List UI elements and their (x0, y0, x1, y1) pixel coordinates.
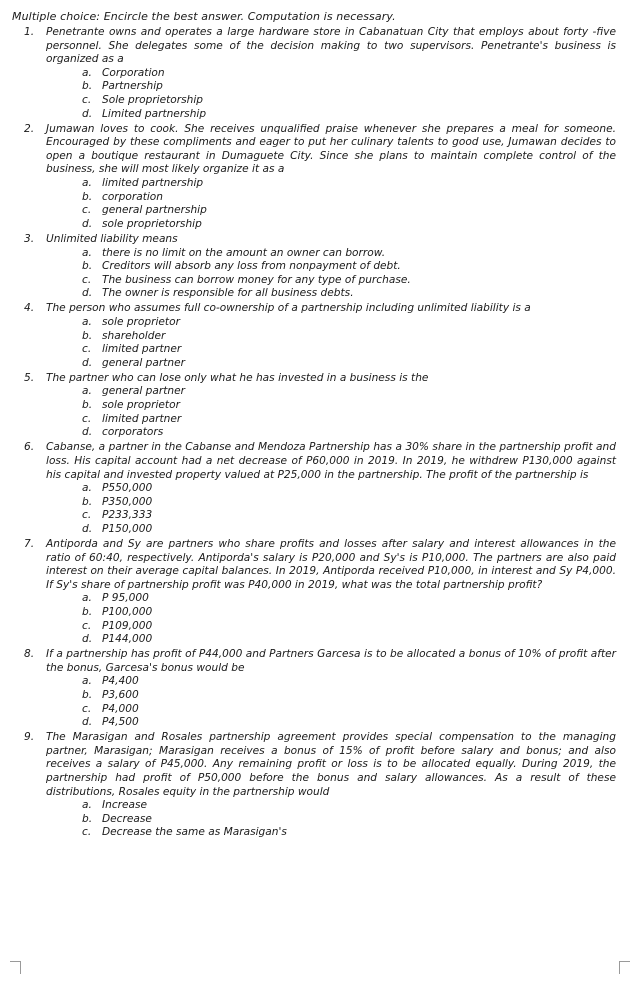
answer-options (46, 675, 616, 729)
option-letter: a. (82, 66, 92, 79)
option-letter: b. (82, 689, 93, 701)
question-stem: The person who assumes full co-ownership of a partnership including unlimited liability is a (46, 302, 531, 315)
answer-option[interactable] (46, 330, 616, 344)
answer-option[interactable] (46, 716, 616, 730)
option-letter: a. (82, 675, 92, 688)
option-letter: d. (82, 633, 93, 646)
option-letter: c. (82, 509, 92, 522)
option-letter: c. (82, 412, 92, 425)
question-item (20, 372, 616, 440)
option-text: P233,333 (102, 509, 153, 522)
question-list (20, 26, 616, 842)
question-number: 9. (24, 731, 35, 744)
option-letter: d. (82, 716, 93, 729)
answer-option[interactable] (46, 260, 616, 274)
option-text: Partnership (102, 80, 163, 93)
question-item (20, 648, 616, 730)
option-text: The business can borrow money for any type of purchase. (102, 273, 411, 286)
answer-option[interactable] (46, 703, 616, 717)
question-stem: The Marasigan and Rosales partnership agreement provides special compensation to the managing partner, Marasigan; Marasigan receives a bonus of 15% of profit before salary and bonus; and also receives a salary of P45,000. Any remaining profit or loss is to be allocated equally. During 2019, the partnership had profit of P50,000 before the bonus and salary allowances. As a result of these distributions, Rosales equity in the partnership would (46, 731, 616, 798)
question-item (20, 26, 616, 121)
answer-options (46, 247, 616, 301)
option-text: general partner (102, 385, 185, 398)
answer-options (46, 592, 616, 646)
option-letter: c. (82, 826, 92, 839)
option-text: The owner is responsible for all business debts. (102, 287, 354, 300)
option-letter: b. (82, 495, 93, 508)
option-letter: c. (82, 619, 92, 632)
option-letter: a. (82, 799, 92, 812)
answer-option[interactable] (46, 191, 616, 205)
answer-option[interactable] (46, 413, 616, 427)
answer-option[interactable] (46, 94, 616, 108)
page-corner-mark-right (619, 961, 630, 974)
option-text: P550,000 (102, 482, 153, 495)
option-text: there is no limit on the amount an owner can borrow. (102, 246, 386, 259)
option-letter: c. (82, 204, 92, 217)
option-text: Decrease (102, 812, 152, 825)
question-stem: Unlimited liability means (46, 232, 178, 245)
option-letter: a. (82, 315, 92, 328)
question-number: 2. (24, 122, 35, 135)
option-letter: b. (82, 260, 93, 273)
option-text: P4,400 (102, 675, 139, 688)
question-item (20, 233, 616, 301)
answer-option[interactable] (46, 316, 616, 330)
answer-option[interactable] (46, 813, 616, 827)
answer-option[interactable] (46, 606, 616, 620)
option-letter: a. (82, 177, 92, 190)
option-text: P4,500 (102, 716, 139, 729)
option-text: shareholder (102, 329, 166, 342)
option-text: Increase (102, 799, 148, 812)
question-stem: The partner who can lose only what he has invested in a business is the (46, 371, 429, 384)
option-letter: d. (82, 217, 93, 230)
answer-option[interactable] (46, 287, 616, 301)
question-number: 6. (24, 441, 35, 454)
answer-option[interactable] (46, 399, 616, 413)
question-number: 1. (24, 26, 35, 38)
answer-option[interactable] (46, 108, 616, 122)
answer-option[interactable] (46, 620, 616, 634)
answer-option[interactable] (46, 826, 616, 840)
option-text: corporators (102, 426, 164, 439)
option-letter: c. (82, 702, 92, 715)
option-text: corporation (102, 190, 164, 203)
question-number: 8. (24, 648, 35, 661)
option-letter: d. (82, 356, 93, 369)
answer-option[interactable] (46, 523, 616, 537)
option-letter: c. (82, 93, 92, 106)
option-text: limited partner (102, 343, 182, 356)
answer-options (46, 799, 616, 840)
option-letter: b. (82, 80, 93, 93)
option-text: P 95,000 (102, 592, 149, 605)
question-stem: If a partnership has profit of P44,000 and Partners Garcesa is to be allocated a bonus of 10% of profit after the bonus, Garcesa's bonus would be (46, 648, 616, 674)
option-text: general partnership (102, 204, 207, 217)
option-letter: a. (82, 482, 92, 495)
answer-option[interactable] (46, 509, 616, 523)
answer-option[interactable] (46, 204, 616, 218)
option-text: P109,000 (102, 619, 153, 632)
option-text: Corporation (102, 66, 165, 79)
option-text: P350,000 (102, 495, 153, 508)
answer-option[interactable] (46, 274, 616, 288)
option-letter: d. (82, 107, 93, 120)
answer-option[interactable] (46, 385, 616, 399)
option-letter: b. (82, 605, 93, 618)
answer-option[interactable] (46, 343, 616, 357)
answer-options (46, 177, 616, 231)
answer-options (46, 482, 616, 536)
page-corner-mark-left (10, 961, 21, 974)
option-letter: d. (82, 522, 93, 535)
question-stem: Antiporda and Sy are partners who share profits and losses after salary and interest allowances in the ratio of 60:40, respectively. Antiporda's salary is P20,000 and Sy's is P10,000. The partners are also paid interest on their average capital balances. In 2019, Antiporda received P10,000, in interest and Sy P4,000. If Sy's share of partnership profit was P40,000 in 2019, what was the total partnership profit? (46, 537, 616, 591)
answer-option[interactable] (46, 426, 616, 440)
answer-option[interactable] (46, 592, 616, 606)
answer-option[interactable] (46, 496, 616, 510)
answer-option[interactable] (46, 689, 616, 703)
option-letter: b. (82, 329, 93, 342)
answer-option[interactable] (46, 218, 616, 232)
option-text: P150,000 (102, 522, 153, 535)
option-text: sole proprietor (102, 315, 180, 328)
question-number: 4. (24, 302, 35, 315)
answer-option[interactable] (46, 799, 616, 813)
question-number: 5. (24, 371, 35, 384)
option-letter: a. (82, 592, 92, 605)
option-text: Sole proprietorship (102, 93, 204, 106)
option-text: sole proprietorship (102, 217, 202, 230)
option-text: Limited partnership (102, 107, 207, 120)
option-letter: a. (82, 385, 92, 398)
option-letter: d. (82, 287, 93, 300)
answer-options (46, 67, 616, 121)
answer-options (46, 316, 616, 370)
option-letter: b. (82, 812, 93, 825)
answer-options (46, 385, 616, 439)
option-text: P3,600 (102, 689, 139, 701)
answer-option[interactable] (46, 357, 616, 371)
option-letter: c. (82, 273, 92, 286)
option-text: P144,000 (102, 633, 153, 646)
question-item (20, 123, 616, 232)
answer-option[interactable] (46, 675, 616, 689)
option-letter: a. (82, 246, 92, 259)
option-text: Creditors will absorb any loss from nonpayment of debt. (102, 260, 401, 273)
option-text: limited partner (102, 412, 182, 425)
option-letter: c. (82, 343, 92, 356)
option-text: general partner (102, 356, 185, 369)
question-stem: Penetrante owns and operates a large hardware store in Cabanatuan City that employs about forty -five personnel. She delegates some of the decision making to two supervisors. Penetrante's business is organized as a (46, 26, 616, 66)
option-letter: b. (82, 399, 93, 412)
question-item (20, 731, 616, 840)
instructions-heading: Multiple choice: Encircle the best answer. Computation is necessary. (12, 10, 396, 23)
question-number: 7. (24, 537, 35, 550)
question-stem: Jumawan loves to cook. She receives unqualified praise whenever she prepares a meal for someone. Encouraged by these compliments and eager to put her culinary talents to good use, Jumawan decides to open a boutique restaurant in Dumaguete City. Since she plans to maintain complete control of the business, she will most likely organize it as a (46, 122, 616, 176)
option-letter: d. (82, 426, 93, 439)
answer-option[interactable] (46, 177, 616, 191)
question-stem: Cabanse, a partner in the Cabanse and Mendoza Partnership has a 30% share in the partnership profit and loss. His capital account had a net decrease of P60,000 in 2019. In 2019, he withdrew P130,000 against his capital and invested property valued at P25,000 in the partnership. The profit of the partnership is (46, 441, 616, 481)
answer-option[interactable] (46, 482, 616, 496)
answer-option[interactable] (46, 80, 616, 94)
option-letter: b. (82, 190, 93, 203)
question-number: 3. (24, 232, 35, 245)
answer-option[interactable] (46, 67, 616, 81)
option-text: P100,000 (102, 605, 153, 618)
option-text: limited partnership (102, 177, 204, 190)
option-text: P4,000 (102, 702, 139, 715)
question-item (20, 538, 616, 647)
option-text: Decrease the same as Marasigan's (102, 826, 287, 839)
question-item (20, 302, 616, 370)
option-text: sole proprietor (102, 399, 180, 412)
question-item (20, 441, 616, 536)
answer-option[interactable] (46, 247, 616, 261)
answer-option[interactable] (46, 633, 616, 647)
